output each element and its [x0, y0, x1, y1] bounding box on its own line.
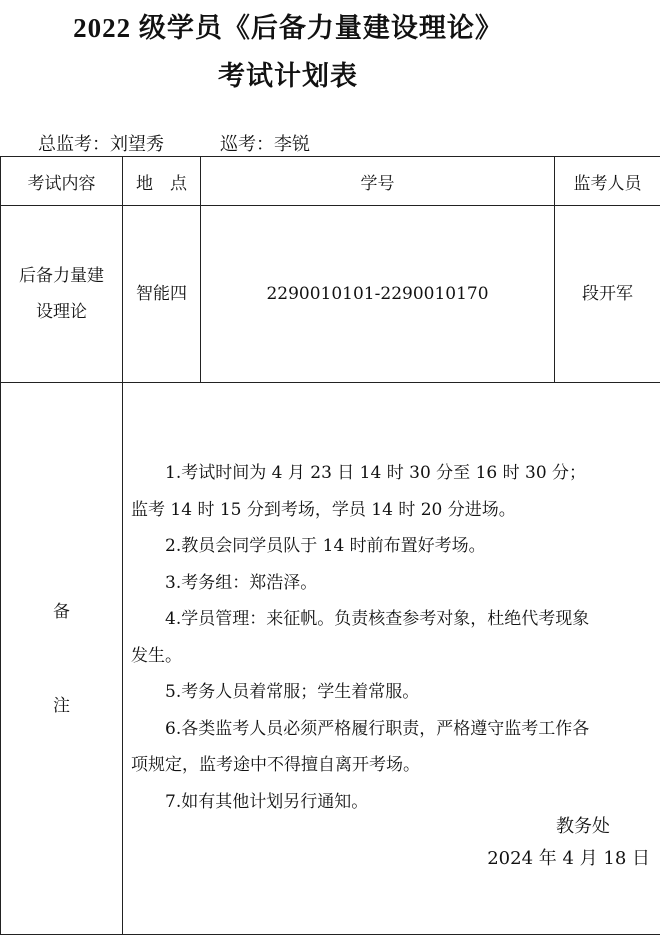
header-subject: 考试内容: [1, 157, 123, 206]
note-line: 5.考务人员着常服；学生着常服。: [165, 682, 420, 702]
note-line: 发生。: [131, 645, 182, 666]
header-location: 地 点: [123, 157, 201, 206]
document-title-line-1: 2022 级学员《后备力量建设理论》: [73, 13, 503, 43]
document-title-line-2: 考试计划表: [218, 61, 358, 91]
cell-subject: [1, 206, 123, 383]
header-proctor: 监考人员: [555, 157, 660, 206]
issue-date: 2024 年 4 月 18 日: [487, 848, 650, 869]
cell-proctor: 段开军: [555, 206, 660, 383]
note-line: 6.各类监考人员必须严格履行职责，严格遵守监考工作各: [165, 718, 590, 739]
notes-label-line-1: 备: [53, 601, 70, 622]
subject-line-2: 设理论: [36, 302, 87, 322]
patrol-supervisor: 巡考：李锐: [220, 134, 310, 155]
subject-line-1: 后备力量建: [19, 266, 104, 286]
issuing-department: 教务处: [556, 816, 610, 837]
cell-student-ids: 2290010101-2290010170: [201, 206, 555, 383]
cell-location: 智能四: [123, 206, 201, 383]
header-student-ids: 学号: [201, 157, 555, 206]
note-line: 3.考务组：郑浩泽。: [165, 572, 318, 593]
note-line: 2.教员会同学员队于 14 时前布置好考场。: [165, 536, 486, 556]
note-line: 4.学员管理：来征帆。负责核查参考对象，杜绝代考现象: [165, 609, 590, 629]
notes-content-cell: [123, 383, 660, 935]
note-line: 项规定，监考途中不得擅自离开考场。: [131, 755, 420, 775]
notes-label-cell: [1, 383, 123, 935]
exam-plan-table: [0, 156, 660, 935]
chief-supervisor: 总监考：刘望秀: [38, 134, 164, 155]
supervisor-info: [38, 130, 310, 156]
note-line: 7.如有其他计划另行通知。: [165, 791, 369, 812]
note-line: 1.考试时间为 4 月 23 日 14 时 30 分至 16 时 30 分；: [165, 463, 587, 483]
table-row: [1, 206, 660, 383]
note-line: 监考 14 时 15 分到考场，学员 14 时 20 分进场。: [131, 499, 516, 520]
notes-signature: [487, 811, 650, 875]
notes-label-line-2: 注: [53, 695, 70, 716]
notes-row: [1, 383, 660, 935]
notes-body: [131, 455, 651, 820]
table-header-row: [1, 157, 660, 206]
